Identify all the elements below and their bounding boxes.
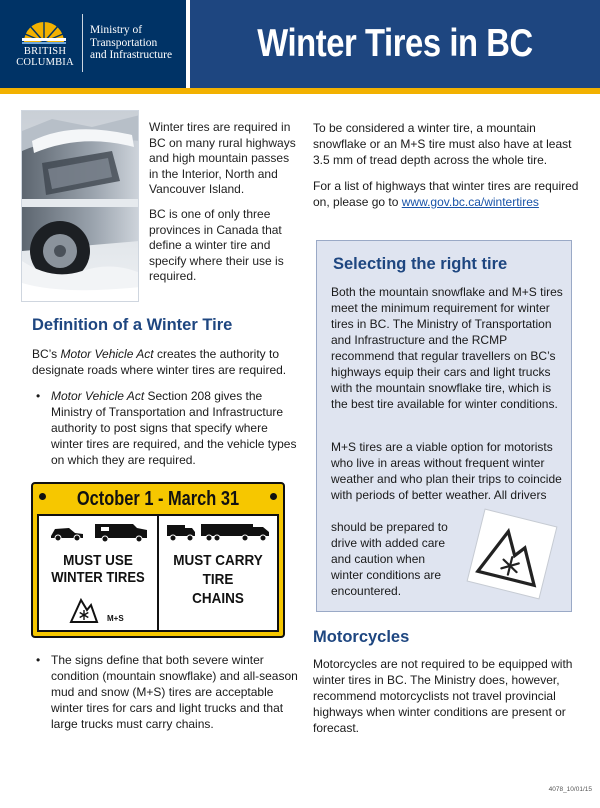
header-accent-bar [0,88,600,94]
bc-government-logo[interactable] [0,0,186,88]
sign-bolt-dot [39,493,46,500]
selecting-paragraph-3: should be prepared to drive with added care and caution when winter conditions are encountered. [331,520,448,598]
definition-bullet-1 [36,388,302,468]
sign-tire: TIRE [202,571,234,588]
winter-tire-road-sign [31,482,285,638]
logo-divider [82,14,83,72]
sign-white-panel [37,514,279,632]
intro-paragraph-2: BC is one of only three provinces in Canada that define a winter tire and specify where their use is required. [149,206,284,284]
definition-act-name: Motor Vehicle Act [60,347,154,361]
sign-winter-tires: WINTER TIRES [51,570,145,586]
ministry-name [90,24,186,62]
bullet-text [51,388,299,468]
bullet-act-name: Motor Vehicle Act [51,389,145,403]
definition-paragraph [32,346,294,378]
motorcycles-paragraph: Motorcycles are not required to be equipped with winter tires in BC. The Ministry does, however, recommend motorcyclists not travel provincial highways when winter conditions are present or forecast. [313,657,573,735]
rising-sun-icon [20,12,68,46]
sign-date-band [33,484,283,514]
mountain-snowflake-icon [465,507,559,601]
wintertires-link[interactable]: www.gov.bc.ca/wintertires [401,195,539,209]
sign-left-panel [39,516,157,630]
tread-depth-paragraph: To be considered a winter tire, a mountain snowflake or an M+S tire must also have at least 3.5 mm of tread depth across the whole tire. [313,121,572,167]
sign-must-use: MUST USE [63,552,133,569]
bullet-dot: • [36,653,41,667]
car-and-rv-icon [47,520,151,542]
trucks-icon [165,520,273,542]
sign-must-carry: MUST CARRY [173,552,263,569]
selecting-tire-callout [316,240,572,612]
sign-bolt-dot [270,493,277,500]
title-banner [190,0,600,88]
selecting-heading: Selecting the right tire [333,255,508,273]
bullet-text-post: Section 208 gives the Ministry of Transportation and Infrastructure authority to post signs that specify where winter tires are required, and the vehicle types on which they are required. [51,389,297,467]
province-line-1: BRITISH [23,46,67,57]
car-in-snow-illustration [22,111,139,302]
selecting-paragraph-1: Both the mountain snowflake and M+S tires meet the minimum requirement for winter tires in BC. The Ministry of Transportation and Infrastructure and the RCMP recommend that regular travellers on BC’s highways equip their cars and light trucks with the mountain snowflake tire, which is the best tire available for winter conditions. [331,285,563,411]
sign-chains: CHAINS [192,590,244,607]
intro-paragraph-1: Winter tires are required in BC on many rural highways and high mountain passes in the Interior, North and Vancouver Island. [149,120,296,197]
page-title: Winter Tires in BC [257,22,533,65]
mountain-snowflake-icon [69,596,99,624]
page-header [0,0,600,88]
definition-bullet-2 [36,652,302,732]
province-wordmark [12,46,78,68]
definition-text-pre: BC’s [32,347,61,361]
selecting-paragraph-2: M+S tires are a viable option for motorists who live in areas without frequent winter weather and who plan their trips to coincide with periods of better weather. All drivers [331,440,562,502]
ministry-line-2: Transportation [90,36,158,49]
ministry-line-1: Ministry of [90,24,143,36]
bullet-dot: • [36,389,41,403]
sign-date-range: October 1 - March 31 [76,488,240,510]
highway-list-paragraph [313,178,583,210]
definition-text-post: creates the authority to designate roads where winter tires are required. [32,347,287,377]
highway-list-text: For a list of highways that winter tires are required on, please go to [313,179,579,209]
province-line-2: COLUMBIA [16,57,74,68]
snowy-car-photo [21,110,139,302]
sign-right-panel [159,516,277,630]
sign-ms-label: M+S [107,614,124,623]
motorcycles-heading: Motorcycles [313,628,410,646]
document-code: 4078_10/01/15 [548,786,592,793]
bullet-text: The signs define that both severe winter condition (mountain snowflake) and all-season mud and snow (M+S) tires are acceptable winter tires for cars and light trucks and that large trucks must carry chains. [51,653,298,731]
intro-section [149,120,299,285]
definition-heading: Definition of a Winter Tire [32,316,233,334]
ministry-line-3: and Infrastructure [90,49,173,61]
